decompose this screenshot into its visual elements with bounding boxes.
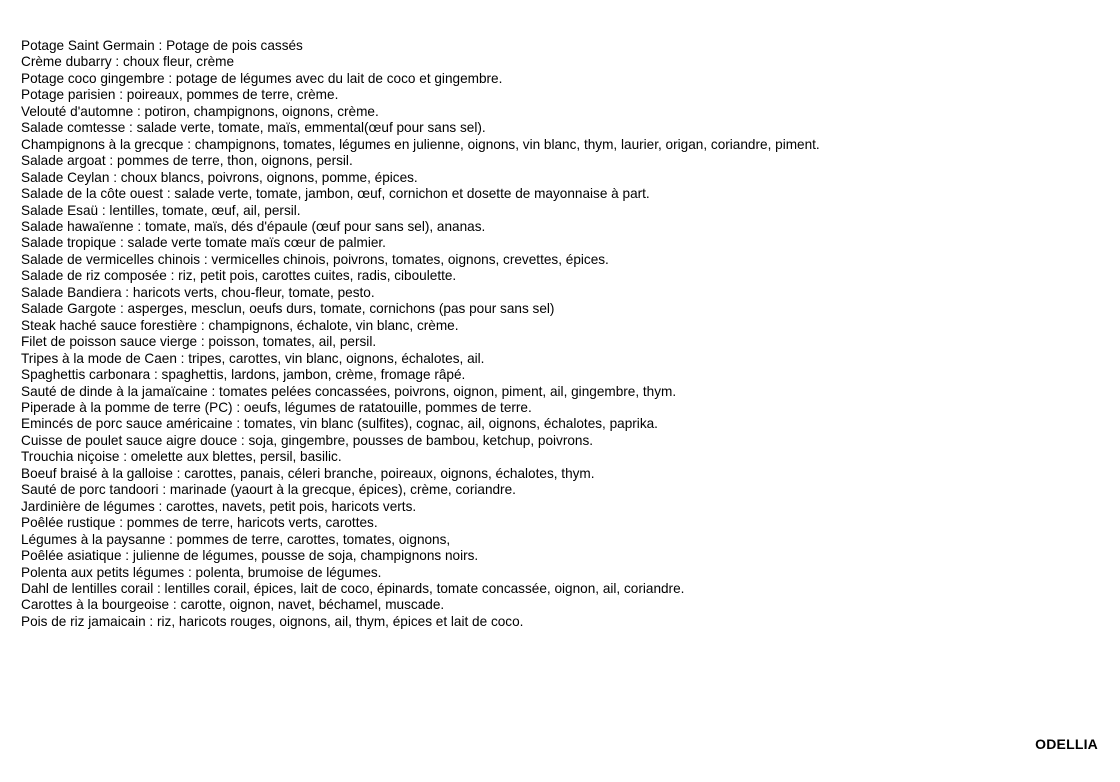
list-item: Trouchia niçoise : omelette aux blettes, persil, basilic. xyxy=(21,449,342,465)
list-item: Poêlée rustique : pommes de terre, haricots verts, carottes. xyxy=(21,515,378,531)
list-item: Potage coco gingembre : potage de légumes avec du lait de coco et gingembre. xyxy=(21,70,503,86)
list-item: Steak haché sauce forestière : champignons, échalote, vin blanc, crème. xyxy=(21,317,459,333)
list-item: Poêlée asiatique : julienne de légumes, pousse de soja, champignons noirs. xyxy=(21,548,479,564)
list-item: Potage parisien : poireaux, pommes de terre, crème. xyxy=(21,87,339,103)
list-item: Pois de riz jamaicain : riz, haricots rouges, oignons, ail, thym, épices et lait de coco. xyxy=(21,613,524,629)
list-item: Sauté de dinde à la jamaïcaine : tomates pelées concassées, poivrons, oignon, piment, ail, gingembre, thym. xyxy=(21,383,677,399)
list-item: Salade Ceylan : choux blancs, poivrons, oignons, pomme, épices. xyxy=(21,169,418,185)
list-item: Sauté de porc tandoori : marinade (yaourt à la grecque, épices), crème, coriandre. xyxy=(21,482,516,498)
recipe-list xyxy=(21,38,820,630)
list-item: Salade argoat : pommes de terre, thon, oignons, persil. xyxy=(21,153,353,169)
list-item: Emincés de porc sauce américaine : tomates, vin blanc (sulfites), cognac, ail, oignons, échalotes, paprika. xyxy=(21,416,658,432)
list-item: Salade tropique : salade verte tomate maïs cœur de palmier. xyxy=(21,235,386,251)
list-item: Salade Bandiera : haricots verts, chou-fleur, tomate, pesto. xyxy=(21,284,375,300)
list-item: Potage Saint Germain : Potage de pois cassés xyxy=(21,38,303,53)
list-item: Boeuf braisé à la galloise : carottes, panais, céleri branche, poireaux, oignons, échalotes, thym. xyxy=(21,465,595,481)
list-item: Salade Gargote : asperges, mesclun, oeufs durs, tomate, cornichons (pas pour sans sel) xyxy=(21,301,555,317)
list-item: Jardinière de légumes : carottes, navets, petit pois, haricots verts. xyxy=(21,498,417,514)
list-item: Carottes à la bourgeoise : carotte, oignon, navet, béchamel, muscade. xyxy=(21,597,445,613)
list-item: Polenta aux petits légumes : polenta, brumoise de légumes. xyxy=(21,564,382,580)
list-item: Salade de vermicelles chinois : vermicelles chinois, poivrons, tomates, oignons, crevettes, épices. xyxy=(21,251,609,267)
list-item: Champignons à la grecque : champignons, tomates, légumes en julienne, oignons, vin blanc, thym, laurier, origan, coriandre, piment. xyxy=(21,136,820,152)
list-item: Tripes à la mode de Caen : tripes, carottes, vin blanc, oignons, échalotes, ail. xyxy=(21,350,485,366)
list-item: Filet de poisson sauce vierge : poisson, tomates, ail, persil. xyxy=(21,334,377,350)
list-item: Spaghettis carbonara : spaghettis, lardons, jambon, crème, fromage râpé. xyxy=(21,367,466,383)
list-item: Salade hawaïenne : tomate, maïs, dés d'épaule (œuf pour sans sel), ananas. xyxy=(21,218,486,234)
list-item: Salade de riz composée : riz, petit pois, carottes cuites, radis, ciboulette. xyxy=(21,268,457,284)
list-item: Cuisse de poulet sauce aigre douce : soja, gingembre, pousses de bambou, ketchup, poivrons. xyxy=(21,432,594,448)
list-item: Salade Esaü : lentilles, tomate, œuf, ail, persil. xyxy=(21,202,301,218)
list-item: Velouté d'automne : potiron, champignons, oignons, crème. xyxy=(21,103,379,119)
brand-logo-text: ODELLIA xyxy=(1035,736,1098,752)
list-item: Dahl de lentilles corail : lentilles corail, épices, lait de coco, épinards, tomate concassée, oignon, ail, coriandre. xyxy=(21,580,685,596)
list-item: Légumes à la paysanne : pommes de terre, carottes, tomates, oignons, xyxy=(21,531,451,547)
list-item: Crème dubarry : choux fleur, crème xyxy=(21,54,235,70)
list-item: Piperade à la pomme de terre (PC) : oeufs, légumes de ratatouille, pommes de terre. xyxy=(21,399,532,415)
list-item: Salade de la côte ouest : salade verte, tomate, jambon, œuf, cornichon et dosette de mayonnaise à part. xyxy=(21,186,650,202)
list-item: Salade comtesse : salade verte, tomate, maïs, emmental(œuf pour sans sel). xyxy=(21,120,486,136)
